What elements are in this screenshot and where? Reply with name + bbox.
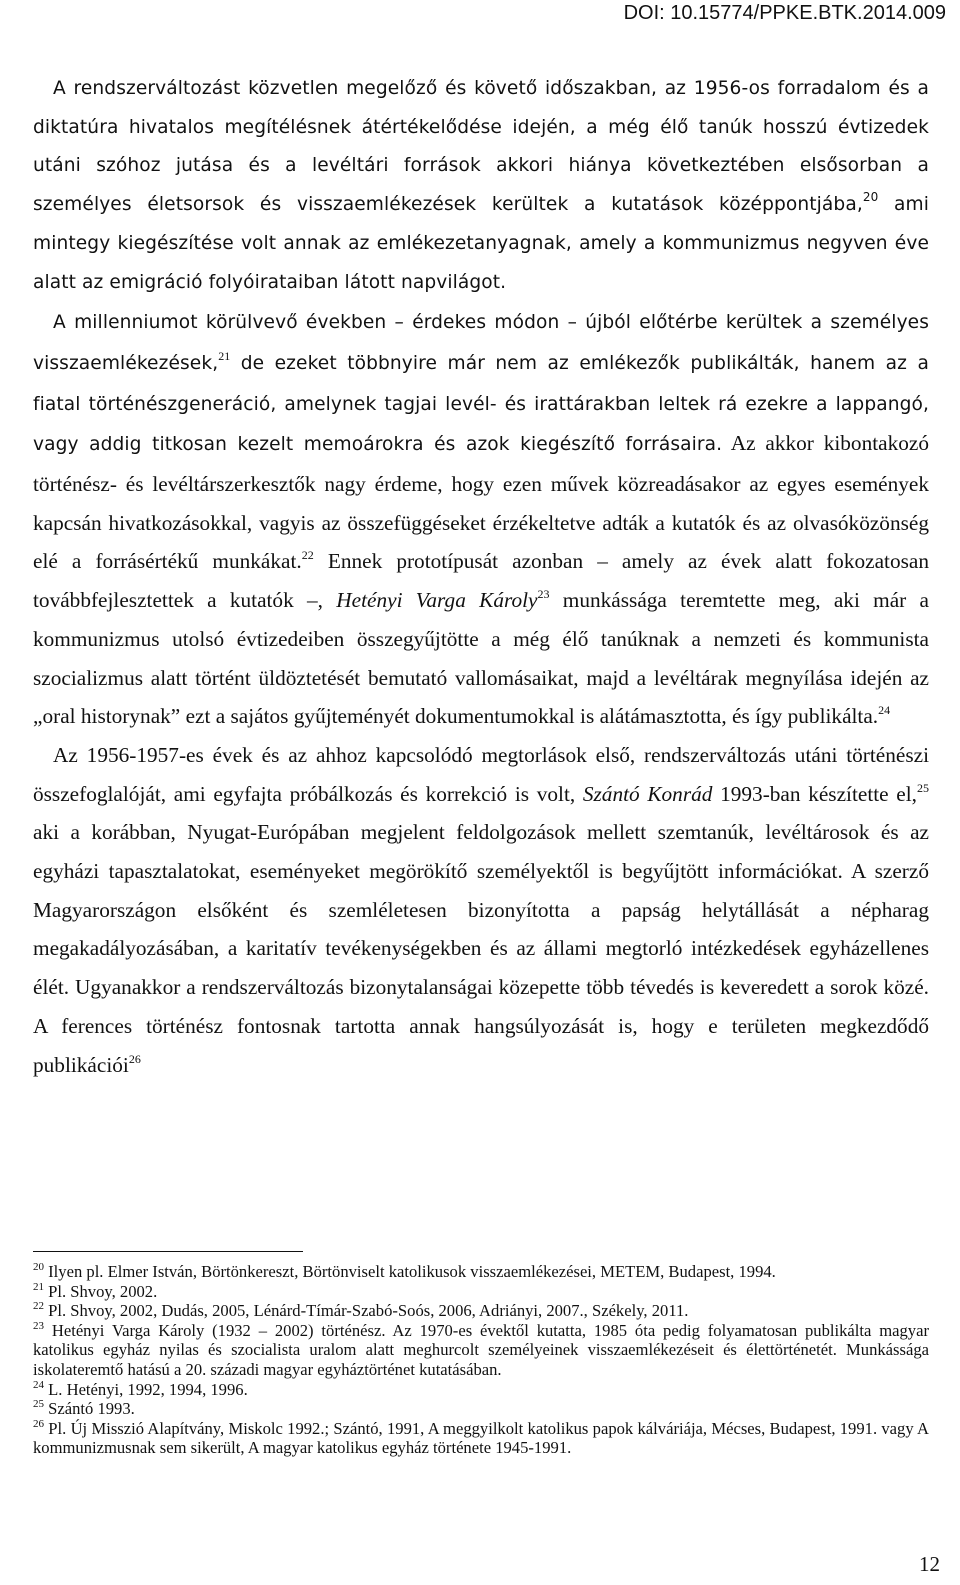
footnote-text: Pl. Shvoy, 2002. <box>44 1281 158 1301</box>
footnote-number: 21 <box>33 1280 44 1293</box>
footnote-ref-22: 22 <box>301 548 314 563</box>
footnotes <box>33 1262 929 1458</box>
footnote-text: Szántó 1993. <box>44 1399 135 1419</box>
p3-text-a: Az 1956-1957-es évek és az ahhoz kapcsolódó megtorlások első, rendszerváltozás utáni történészi összefoglalóját, ami egyfajta próbálkozás és korrekció is volt, <box>33 742 929 806</box>
footnote-22 <box>33 1301 929 1321</box>
footnote-ref-26: 26 <box>128 1051 141 1066</box>
footnote-text: Hetényi Varga Károly (1932 – 2002) történész. Az 1970-es évektől kutatta, 1985 óta pedig folyamatosan publikálta magyar katolikus egyház nyilas és szocialista uralom alatt meghurcolt személyeinek visszaemlékezéseit és élettörténetét. Munkássága iskolateremtő hatású a 20. századi magyar egyháztörténet kutatásában. <box>33 1320 929 1379</box>
paragraph-2 <box>33 302 929 736</box>
footnote-21 <box>33 1282 929 1302</box>
body-text <box>33 70 929 1084</box>
footnote-text: L. Hetényi, 1992, 1994, 1996. <box>44 1379 248 1399</box>
doi-header: DOI: 10.15774/PPKE.BTK.2014.009 <box>623 2 946 24</box>
paragraph-3 <box>33 736 929 1084</box>
paragraph-1 <box>33 70 929 302</box>
p2-text-d: Ennek prototípusát azonban – amely az évek alatt fokozatosan továbbfejlesztettek a kutatók –, <box>33 549 929 613</box>
footnote-number: 26 <box>33 1417 44 1430</box>
footnote-ref-21: 21 <box>218 348 231 363</box>
footnote-number: 24 <box>33 1378 44 1391</box>
footnote-25 <box>33 1399 929 1419</box>
p2-text-b: de ezeket többnyire már nem az emlékezők publikálták, hanem az a fiatal történészgeneráció, amelynek tagjai levél- és irattárakban leltek rá ezekre a lappangó, vagy addig titkosan kezelt memoárokra és azok kiegészítő forrásaira. <box>33 352 929 456</box>
footnote-text: Pl. Shvoy, 2002, Dudás, 2005, Lénárd-Tímár-Szabó-Soós, 2006, Adriányi, 2007., Székely, 2011. <box>44 1301 689 1321</box>
footnote-number: 25 <box>33 1398 44 1411</box>
footnote-26 <box>33 1419 929 1458</box>
p2-text-c: Az akkor kibontakozó történész- és levéltárszerkesztők nagy érdeme, hogy ezen művek közreadásakor az egyes események kapcsán hivatkozásokkal, vagyis az összefüggéseket érzékeltetve adták a kutatók és az olvasóközönség elé a forrásértékű munkákat. <box>33 431 929 574</box>
page-number: 12 <box>919 1552 940 1576</box>
footnote-number: 23 <box>33 1319 44 1332</box>
footnote-text: Ilyen pl. Elmer István, Börtönkereszt, Börtönviselt katolikusok visszaemlékezései, METEM, Budapest, 1994. <box>44 1262 776 1281</box>
footnote-24 <box>33 1380 929 1400</box>
footnote-20 <box>33 1262 929 1282</box>
footnote-23 <box>33 1321 929 1380</box>
p2-text-a: A millenniumot körülvevő években – érdekes módon – újból előtérbe kerültek a személyes visszaemlékezések, <box>33 312 929 374</box>
footnote-ref-23: 23 <box>537 587 550 602</box>
p2-text-e: munkássága teremtette meg, aki már a kommunizmus utolsó évtizedeiben összegyűjtötte a még élő tanúknak a nemzeti és kommunista szocializmus alatt történt üldöztetését bemutató vallomásaikat, majd a levéltárak megnyílása idején az „oral historynak” ezt a sajátos gyűjteményét dokumentumokkal is alátámasztotta, és így publikálta. <box>33 588 929 729</box>
footnote-ref-20: 20 <box>862 190 879 205</box>
p1-text-a: A rendszerváltozást közvetlen megelőző és követő időszakban, az 1956-os forradalom és a diktatúra hivatalos megítélésnek átértékelődése idején, a még élő tanúk hosszú évtizedek utáni szóhoz jutása és a levéltári források akkori hiánya következtében elsősorban a személyes életsorsok és visszaemlékezések kerültek a kutatások középpontjába, <box>33 78 929 216</box>
footnote-number: 20 <box>33 1261 44 1273</box>
author-name-szanto: Szántó Konrád <box>582 781 713 806</box>
footnote-number: 22 <box>33 1300 44 1313</box>
p3-text-b: 1993-ban készítette el, <box>712 781 917 806</box>
author-name-hetenyi: Hetényi Varga Károly <box>336 588 538 613</box>
p1-text-b: ami mintegy kiegészítése volt annak az emlékezetanyagnak, amely a kommunizmus negyven éve alatt az emigráció folyóirataiban látott napvilágot. <box>33 194 929 293</box>
footnote-ref-25: 25 <box>916 780 929 795</box>
footnote-text: Pl. Új Misszió Alapítvány, Miskolc 1992.; Szántó, 1991, A meggyilkolt katolikus papok kálváriája, Mécses, Budapest, 1991. vagy A kommunizmusnak sem sikerült, A magyar katolikus egyház története 1945-1991. <box>33 1418 929 1458</box>
p3-text-c: aki a korábban, Nyugat-Európában megjelent feldolgozások mellett szemtanúk, levéltárosok és az egyházi tapasztalatokat, eseményeket megörökítő személyektől is begyűjtött információkat. A szerző Magyarországon elsőként és szemléletesen bizonyította a papság helytállását a népharag megakadályozásában, a karitatív tevékenységekben és az állami megtorló intézkedések egyházellenes élét. Ugyanakkor a rendszerváltozás bizonytalanságai közepette több tévedés is keveredett a sorok közé. A ferences történész fontosnak tartotta annak hangsúlyozását is, hogy e területen megkezdődő publikációi <box>33 820 929 1077</box>
footnote-ref-24: 24 <box>878 703 891 718</box>
footnote-separator <box>33 1251 303 1252</box>
